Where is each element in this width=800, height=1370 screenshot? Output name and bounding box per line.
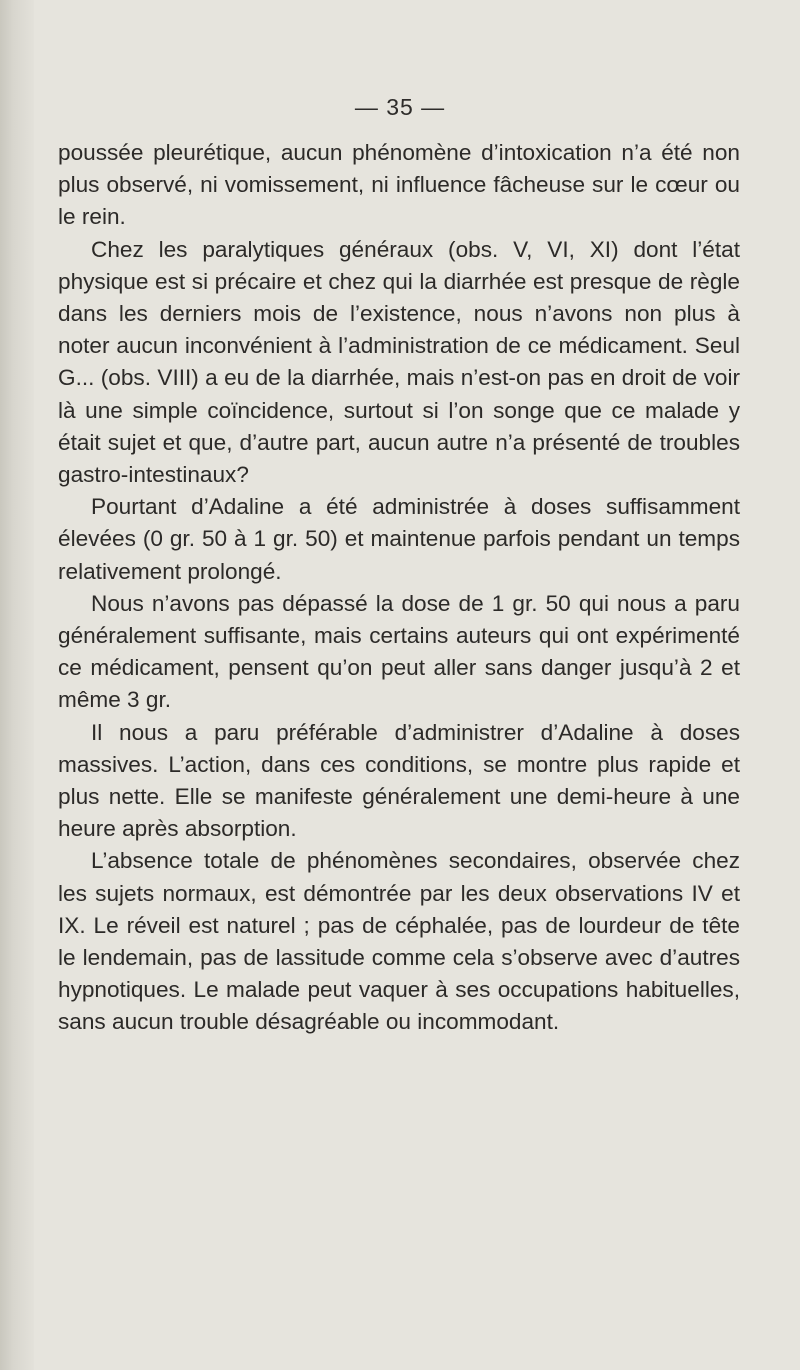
body-text xyxy=(58,137,740,1039)
paragraph-3: Pourtant d’Adaline a été administrée à doses suffisamment élevées (0 gr. 50 à 1 gr. 50) et maintenue parfois pendant un temps relativement prolongé. xyxy=(58,494,740,584)
paragraph-5: Il nous a paru préférable d’administrer d’Adaline à doses massives. L’action, dans ces conditions, se montre plus rapide et plus nette. Elle se manifeste généralement une demi-heure à une heure après absorption. xyxy=(58,719,740,842)
paragraph-6: L’absence totale de phénomènes secondaires, observée chez les sujets normaux, est démontrée par les deux observations IV et IX. Le réveil est naturel ; pas de céphalée, pas de lourdeur de tête le lendemain, pas de lassitude comme cela s’observe avec d’autres hypnotiques. Le malade peut vaquer à ses occupations habituelles, sans aucun trouble désagréable ou incommodant. xyxy=(58,848,740,1035)
page-number: — 35 — xyxy=(354,94,446,120)
paragraph-4: Nous n’avons pas dépassé la dose de 1 gr. 50 qui nous a paru généralement suffisante, mais certains auteurs qui ont expérimenté ce médicament, pensent qu’on peut aller sans danger jusqu’à 2 et même 3 gr. xyxy=(58,590,740,713)
paragraph-1: poussée pleurétique, aucun phénomène d’intoxication n’a été non plus observé, ni vomissement, ni influence fâcheuse sur le cœur ou le rein. xyxy=(58,140,740,230)
binding-edge xyxy=(0,0,34,1370)
paragraph-2: Chez les paralytiques généraux (obs. V, VI, XI) dont l’état physique est si précaire et chez qui la diarrhée est presque de règle dans les derniers mois de l’existence, nous n’avons non plus à noter aucun inconvénient à l’administration de ce médicament. Seul G... (obs. VIII) a eu de la diarrhée, mais n’est-on pas en droit de voir là une simple coïncidence, surtout si l’on songe que ce malade y était sujet et que, d’autre part, aucun autre n’a présenté de troubles gastro-intestinaux? xyxy=(58,236,740,488)
